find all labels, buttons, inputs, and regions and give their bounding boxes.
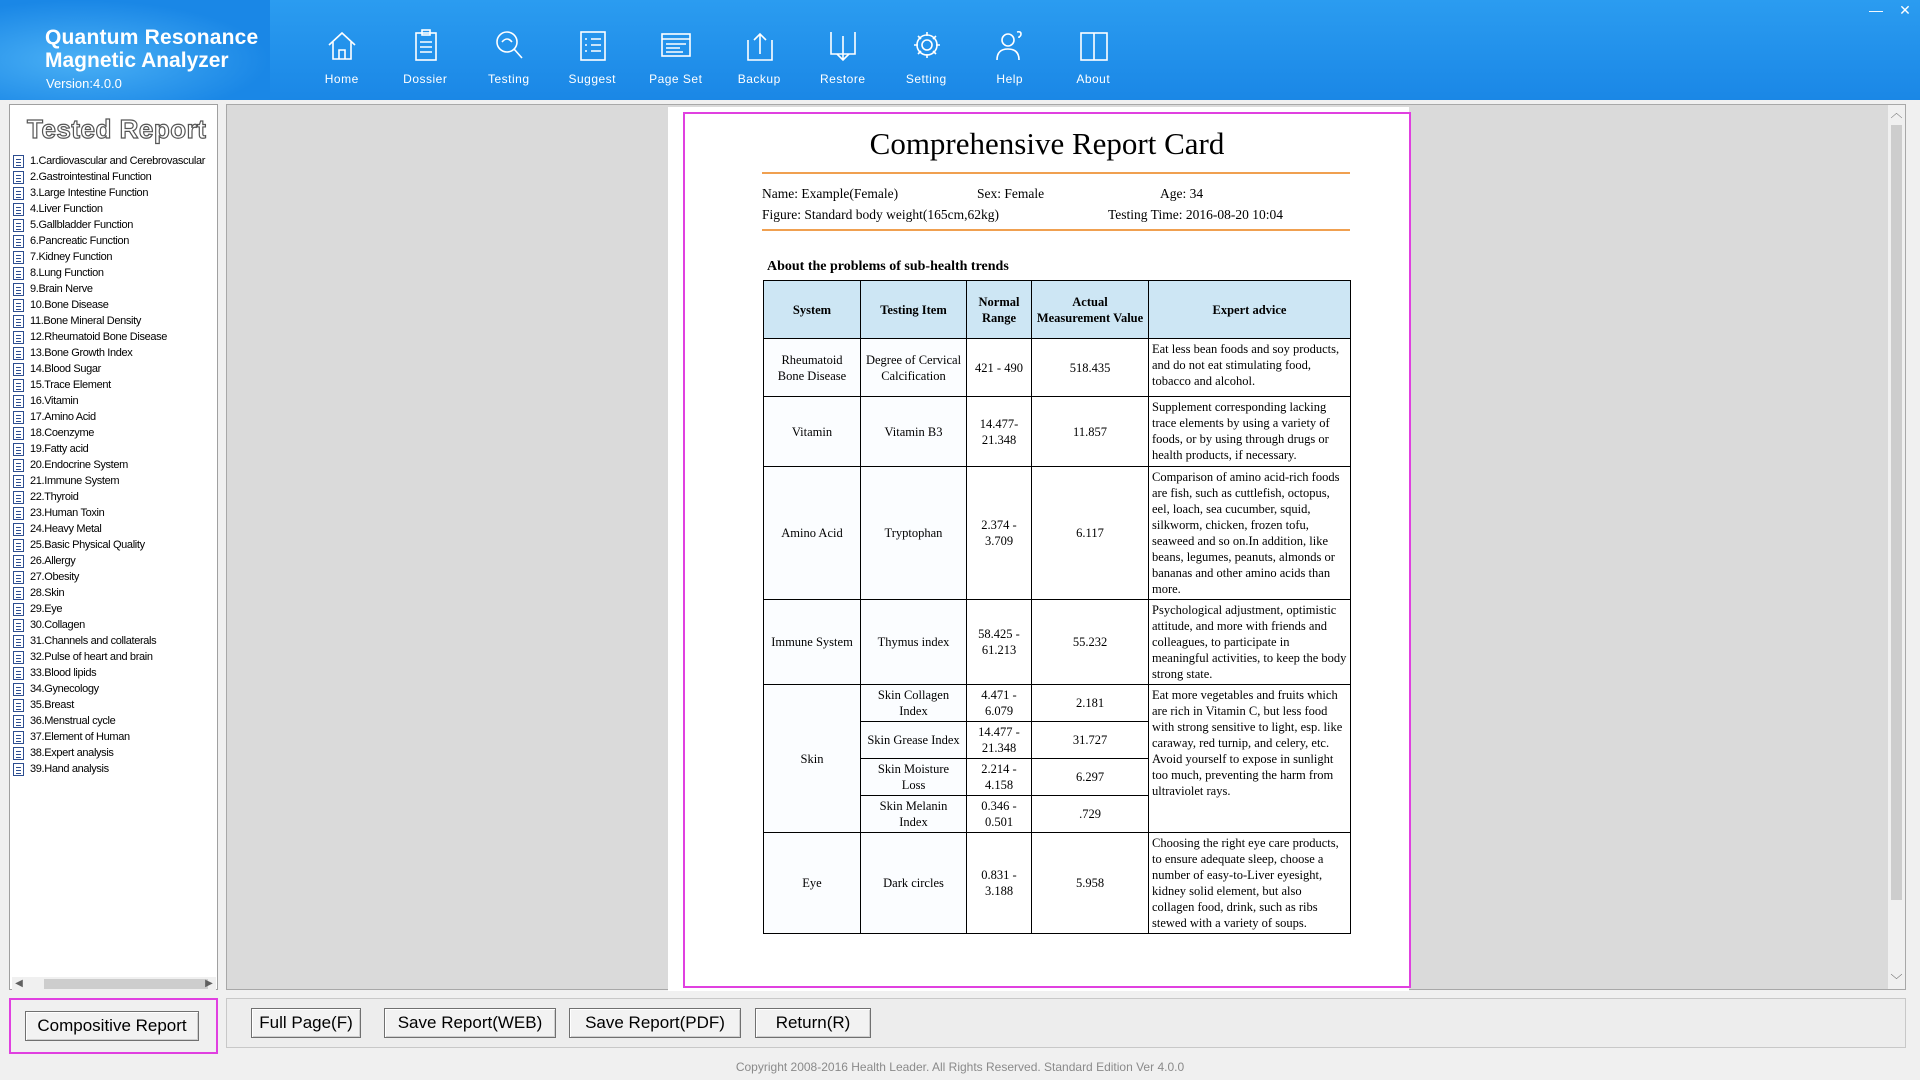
testing-time: Testing Time: 2016-08-20 10:04 <box>1108 207 1283 222</box>
document-icon <box>13 603 24 616</box>
report-title: Comprehensive Report Card <box>869 126 1225 161</box>
tree-item-label: 10.Bone Disease <box>30 299 109 311</box>
normal-range-cell: 0.346 - 0.501 <box>967 796 1032 833</box>
save-web-button[interactable]: Save Report(WEB) <box>384 1008 556 1038</box>
nav-testing-label: Testing <box>487 72 530 86</box>
section-heading: About the problems of sub-health trends <box>767 259 1009 274</box>
document-icon <box>13 267 24 280</box>
tree-item[interactable] <box>13 345 217 361</box>
document-icon <box>13 427 24 440</box>
tested-report-panel <box>9 104 218 990</box>
tree-item-label: 6.Pancreatic Function <box>30 235 130 247</box>
app-brand <box>0 0 270 100</box>
tree-item-label: 13.Bone Growth Index <box>30 347 133 359</box>
save-pdf-button[interactable]: Save Report(PDF) <box>569 1008 741 1038</box>
table-row <box>764 600 1351 685</box>
nav-page-set[interactable] <box>634 0 718 100</box>
document-icon <box>13 347 24 360</box>
tree-item-label: 16.Vitamin <box>30 395 79 407</box>
nav-suggest[interactable] <box>551 0 635 100</box>
nav-about-label: About <box>1076 72 1111 86</box>
tree-item-label: 23.Human Toxin <box>30 507 105 519</box>
testing-item-cell: Thymus index <box>861 600 967 685</box>
document-icon <box>13 651 24 664</box>
tree-item-label: 3.Large Intestine Function <box>30 187 149 199</box>
table-row <box>764 685 1351 722</box>
scroll-left-icon[interactable]: ◀ <box>15 978 23 989</box>
gear-icon <box>911 28 943 64</box>
report-tree <box>13 153 217 777</box>
main-nav <box>300 0 1135 100</box>
tree-item[interactable] <box>13 617 217 633</box>
system-cell: Amino Acid <box>764 467 861 600</box>
document-icon <box>13 171 24 184</box>
scrollbar-thumb[interactable] <box>44 979 208 989</box>
system-cell: Eye <box>764 833 861 934</box>
patient-name: Name: Example(Female) <box>762 186 899 201</box>
nav-setting-label: Setting <box>905 72 947 86</box>
tree-item[interactable] <box>13 281 217 297</box>
testing-item-cell: Skin Moisture Loss <box>861 759 967 796</box>
top-toolbar <box>0 0 1920 100</box>
checklist-icon <box>577 28 609 64</box>
document-icon <box>13 443 24 456</box>
normal-range-cell: 421 - 490 <box>967 339 1032 397</box>
tree-item-label: 22.Thyroid <box>30 491 79 503</box>
scroll-down-icon[interactable]: ﹀ <box>1890 973 1903 987</box>
sidebar-title: Tested Report <box>27 114 207 144</box>
document-icon <box>13 315 24 328</box>
app-name-line1: Quantum Resonance <box>45 26 259 49</box>
document-icon <box>13 507 24 520</box>
nav-suggest-label: Suggest <box>568 72 617 86</box>
document-icon <box>13 571 24 584</box>
testing-item-cell: Skin Grease Index <box>861 722 967 759</box>
tree-item-label: 5.Gallbladder Function <box>30 219 133 231</box>
tree-item-label: 31.Channels and collaterals <box>30 635 157 647</box>
nav-dossier-label: Dossier <box>403 72 448 86</box>
full-page-button[interactable]: Full Page(F) <box>251 1008 361 1038</box>
document-icon <box>13 459 24 472</box>
tree-item-label: 36.Menstrual cycle <box>30 715 116 727</box>
tree-item-label: 17.Amino Acid <box>30 411 96 423</box>
nav-backup[interactable] <box>718 0 802 100</box>
tree-item-label: 14.Blood Sugar <box>30 363 101 375</box>
tree-item[interactable] <box>13 169 217 185</box>
tree-item-label: 39.Hand analysis <box>30 763 109 775</box>
document-icon <box>13 283 24 296</box>
normal-range-cell: 0.831 - 3.188 <box>967 833 1032 934</box>
minimize-button[interactable]: — <box>1869 2 1883 18</box>
document-icon <box>13 619 24 632</box>
measurement-value-cell: 6.117 <box>1032 467 1149 600</box>
measurement-value-cell: 518.435 <box>1032 339 1149 397</box>
testing-item-cell: Tryptophan <box>861 467 967 600</box>
tree-item-label: 28.Skin <box>30 587 65 599</box>
tree-item[interactable] <box>13 697 217 713</box>
expert-advice-cell: Choosing the right eye care products, to ensure adequate sleep, choose a number of easy-to-Liver eyesight, kidney solid element, but also collagen food, drink, such as ribs stewed with a variety of soups. <box>1149 833 1351 934</box>
nav-home[interactable] <box>300 0 384 100</box>
tree-item-label: 35.Breast <box>30 699 74 711</box>
action-bar <box>226 998 1906 1048</box>
document-icon <box>13 747 24 760</box>
nav-restore[interactable] <box>801 0 885 100</box>
tree-item-label: 2.Gastrointestinal Function <box>30 171 152 183</box>
patient-age: Age: 34 <box>1160 186 1204 201</box>
nav-help-label: Help <box>996 72 1024 86</box>
tree-item[interactable] <box>13 297 217 313</box>
document-icon <box>13 763 24 776</box>
tree-item-label: 26.Allergy <box>30 555 76 567</box>
normal-range-cell: 2.374 - 3.709 <box>967 467 1032 600</box>
clipboard-icon <box>410 28 442 64</box>
table-header-row <box>764 281 1351 339</box>
expert-advice-cell: Eat less bean foods and soy products, and do not eat stimulating food, tobacco and alcohol. <box>1149 339 1351 397</box>
copyright-footer: Copyright 2008-2016 Health Leader. All Rights Reserved. Standard Edition Ver 4.0.0 <box>735 1060 1185 1074</box>
column-header: Actual Measurement Value <box>1032 281 1149 339</box>
composite-bar <box>9 998 218 1054</box>
system-cell: Skin <box>764 685 861 833</box>
document-icon <box>13 555 24 568</box>
nav-backup-label: Backup <box>737 72 781 86</box>
download-icon <box>827 28 859 64</box>
measurement-value-cell: 11.857 <box>1032 397 1149 467</box>
nav-home-label: Home <box>324 72 359 86</box>
document-icon <box>13 251 24 264</box>
column-header: System <box>764 281 861 339</box>
upload-icon <box>744 28 776 64</box>
measurement-value-cell: 2.181 <box>1032 685 1149 722</box>
nav-help[interactable] <box>968 0 1052 100</box>
tree-item-label: 38.Expert analysis <box>30 747 114 759</box>
scrollbar-thumb[interactable] <box>1891 125 1902 900</box>
window-icon <box>660 28 692 64</box>
tree-item[interactable] <box>13 249 217 265</box>
measurement-value-cell: .729 <box>1032 796 1149 833</box>
patient-sex: Sex: Female <box>977 186 1045 201</box>
table-row <box>764 339 1351 397</box>
tree-item[interactable] <box>13 585 217 601</box>
tree-item[interactable] <box>13 729 217 745</box>
document-icon <box>13 635 24 648</box>
tree-item-label: 12.Rheumatoid Bone Disease <box>30 331 168 343</box>
tree-item[interactable] <box>13 265 217 281</box>
tree-item-label: 24.Heavy Metal <box>30 523 102 535</box>
tree-item-label: 20.Endocrine System <box>30 459 128 471</box>
document-icon <box>13 523 24 536</box>
document-icon <box>13 667 24 680</box>
document-icon <box>13 187 24 200</box>
expert-advice-cell: Supplement corresponding lacking trace elements by using a variety of foods, or by using through drugs or health products, if necessary. <box>1149 397 1351 467</box>
tree-item-label: 29.Eye <box>30 603 63 615</box>
report-card <box>683 112 1411 988</box>
tree-item-label: 34.Gynecology <box>30 683 99 695</box>
expert-advice-cell: Psychological adjustment, optimistic attitude, and more with friends and colleagues, to participate in meaningful activities, to keep the body strong state. <box>1149 600 1351 685</box>
scroll-up-icon[interactable]: ︿ <box>1890 106 1903 120</box>
normal-range-cell: 14.477 - 21.348 <box>967 722 1032 759</box>
tree-item[interactable] <box>13 569 217 585</box>
tree-item[interactable] <box>13 601 217 617</box>
tree-item[interactable] <box>13 425 217 441</box>
tree-item[interactable] <box>13 505 217 521</box>
testing-item-cell: Dark circles <box>861 833 967 934</box>
tree-item[interactable] <box>13 537 217 553</box>
tree-item-label: 32.Pulse of heart and brain <box>30 651 153 663</box>
tree-item-label: 8.Lung Function <box>30 267 104 279</box>
tree-item[interactable] <box>13 681 217 697</box>
close-button[interactable]: ✕ <box>1899 2 1911 18</box>
testing-item-cell: Vitamin B3 <box>861 397 967 467</box>
tree-item-label: 30.Collagen <box>30 619 85 631</box>
tree-item-label: 15.Trace Element <box>30 379 111 391</box>
expert-advice-cell: Eat more vegetables and fruits which are rich in Vitamin C, but less food with strong sensitive to light, esp. like caraway, red turnip, and celery, etc. Avoid yourself to expose in sunlight too much, preventing the harm from ultraviolet rays. <box>1149 685 1351 833</box>
tree-item-label: 19.Fatty acid <box>30 443 89 455</box>
system-cell: Rheumatoid Bone Disease <box>764 339 861 397</box>
document-icon <box>13 219 24 232</box>
document-icon <box>13 203 24 216</box>
document-icon <box>13 363 24 376</box>
tree-item[interactable] <box>13 201 217 217</box>
tree-item[interactable] <box>13 217 217 233</box>
normal-range-cell: 4.471 - 6.079 <box>967 685 1032 722</box>
tree-item-label: 4.Liver Function <box>30 203 103 215</box>
report-table <box>763 280 1351 934</box>
tree-item[interactable] <box>13 441 217 457</box>
tree-item[interactable] <box>13 361 217 377</box>
tree-item-label: 7.Kidney Function <box>30 251 113 263</box>
testing-item-cell: Degree of Cervical Calcification <box>861 339 967 397</box>
testing-item-cell: Skin Collagen Index <box>861 685 967 722</box>
app-version: Version:4.0.0 <box>46 76 122 91</box>
tree-item[interactable] <box>13 553 217 569</box>
document-icon <box>13 155 24 168</box>
tree-item[interactable] <box>13 233 217 249</box>
normal-range-cell: 2.214 - 4.158 <box>967 759 1032 796</box>
document-icon <box>13 395 24 408</box>
scroll-right-icon[interactable]: ▶ <box>205 978 213 989</box>
tree-item-label: 11.Bone Mineral Density <box>30 315 141 327</box>
document-icon <box>13 235 24 248</box>
nav-restore-label: Restore <box>819 72 866 86</box>
tree-item[interactable] <box>13 457 217 473</box>
book-icon <box>1078 28 1110 64</box>
table-row <box>764 467 1351 600</box>
tree-item[interactable] <box>13 313 217 329</box>
magnifier-icon <box>493 28 525 64</box>
nav-dossier[interactable] <box>384 0 468 100</box>
document-icon <box>13 587 24 600</box>
tree-item[interactable] <box>13 329 217 345</box>
document-icon <box>13 683 24 696</box>
tree-item[interactable] <box>13 745 217 761</box>
measurement-value-cell: 55.232 <box>1032 600 1149 685</box>
tree-item[interactable] <box>13 633 217 649</box>
patient-figure: Figure: Standard body weight(165cm,62kg) <box>762 207 999 222</box>
document-icon <box>13 539 24 552</box>
compositive-report-button[interactable]: Compositive Report <box>25 1011 199 1041</box>
nav-setting[interactable] <box>885 0 969 100</box>
tree-item-label: 25.Basic Physical Quality <box>30 539 145 551</box>
document-icon <box>13 411 24 424</box>
column-header: Expert advice <box>1149 281 1351 339</box>
tree-item[interactable] <box>13 713 217 729</box>
return-button[interactable]: Return(R) <box>755 1008 871 1038</box>
tree-item-label: 18.Coenzyme <box>30 427 95 439</box>
document-icon <box>13 331 24 344</box>
title-divider <box>762 172 1350 174</box>
tree-item-label: 21.Immune System <box>30 475 120 487</box>
table-row <box>764 833 1351 934</box>
tree-item[interactable] <box>13 649 217 665</box>
tree-item[interactable] <box>13 409 217 425</box>
tree-item-label: 37.Element of Human <box>30 731 130 743</box>
tree-item[interactable] <box>13 393 217 409</box>
document-icon <box>13 491 24 504</box>
tree-item[interactable] <box>13 377 217 393</box>
window-controls <box>1862 0 1920 22</box>
document-icon <box>13 731 24 744</box>
tree-item-label: 27.Obesity <box>30 571 80 583</box>
tree-item-label: 33.Blood lipids <box>30 667 97 679</box>
home-icon <box>326 28 358 64</box>
system-cell: Vitamin <box>764 397 861 467</box>
help-user-icon <box>994 28 1026 64</box>
tree-item[interactable] <box>13 185 217 201</box>
nav-about[interactable] <box>1052 0 1136 100</box>
tree-item[interactable] <box>13 521 217 537</box>
document-icon <box>13 475 24 488</box>
expert-advice-cell: Comparison of amino acid-rich foods are fish, such as cuttlefish, octopus, eel, loach, sea cucumber, squid, silkworm, chicken, frozen tofu, seaweed and so on.In addition, like beans, legumes, peanuts, almonds or bananas and other amino acids than more. <box>1149 467 1351 600</box>
tree-item[interactable] <box>13 761 217 777</box>
document-icon <box>13 699 24 712</box>
tree-item[interactable] <box>13 153 217 169</box>
tree-item-label: 9.Brain Nerve <box>30 283 93 295</box>
measurement-value-cell: 6.297 <box>1032 759 1149 796</box>
document-icon <box>13 379 24 392</box>
vertical-scrollbar[interactable] <box>1888 105 1905 989</box>
nav-testing[interactable] <box>467 0 551 100</box>
column-header: Normal Range <box>967 281 1032 339</box>
tree-item-label: 1.Cardiovascular and Cerebrovascular <box>30 155 206 167</box>
normal-range-cell: 58.425 - 61.213 <box>967 600 1032 685</box>
horizontal-scrollbar[interactable] <box>12 977 216 991</box>
system-cell: Immune System <box>764 600 861 685</box>
measurement-value-cell: 5.958 <box>1032 833 1149 934</box>
document-icon <box>13 299 24 312</box>
document-icon <box>13 715 24 728</box>
app-name-line2: Magnetic Analyzer <box>45 49 229 72</box>
normal-range-cell: 14.477-21.348 <box>967 397 1032 467</box>
info-divider <box>762 229 1350 231</box>
tree-item[interactable] <box>13 665 217 681</box>
table-row <box>764 397 1351 467</box>
tree-item[interactable] <box>13 473 217 489</box>
measurement-value-cell: 31.727 <box>1032 722 1149 759</box>
nav-page-set-label: Page Set <box>649 72 703 86</box>
column-header: Testing Item <box>861 281 967 339</box>
testing-item-cell: Skin Melanin Index <box>861 796 967 833</box>
tree-item[interactable] <box>13 489 217 505</box>
